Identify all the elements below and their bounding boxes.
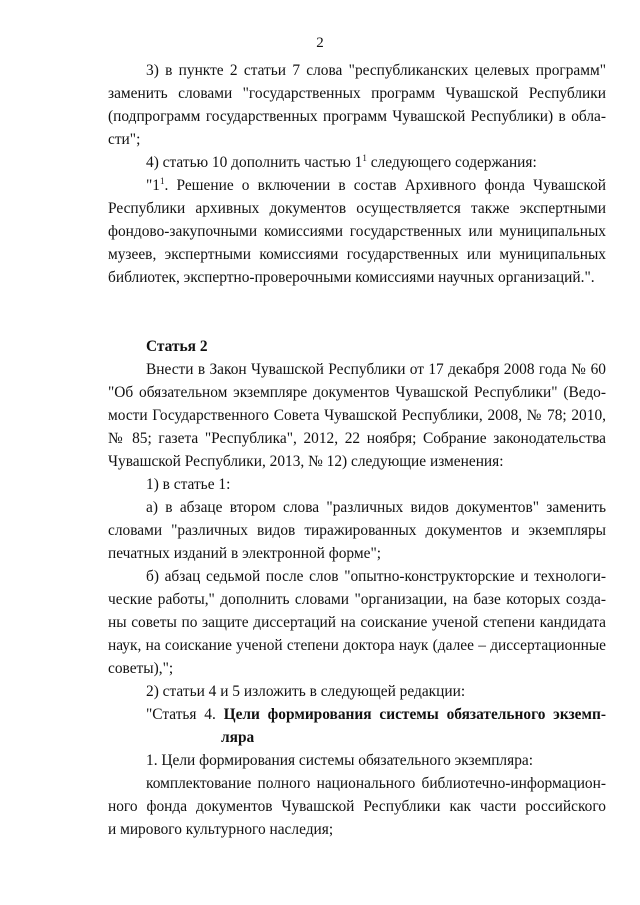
text-line xyxy=(108,174,606,197)
text-line: ного фонда документов Чувашской Республики как части российского xyxy=(108,798,606,815)
spacer xyxy=(108,289,606,335)
text-line: 1) в статье 1: xyxy=(146,476,231,493)
text-line: Чувашской Республики, 2013, № 12) следующие изменения: xyxy=(108,453,504,470)
article-label: "Статья 4. xyxy=(146,706,224,723)
text-line: Республики архивных документов осуществляется также экспертными xyxy=(108,200,606,217)
document-body xyxy=(108,59,606,841)
text-line: мости Государственного Совета Чувашской Республики, 2008, № 78; 2010, xyxy=(108,407,606,424)
text-line: сти"; xyxy=(108,131,141,148)
text-line: ны советы по защите диссертаций на соискание ученой степени кандидата xyxy=(108,614,606,631)
text-line: библиотек, экспертно-проверочными комиссиями научных организаций.". xyxy=(108,269,595,286)
article-title-continuation: ляра xyxy=(221,729,255,746)
text-line: (подпрограмм государственных программ Чувашской Республики) в обла- xyxy=(108,108,606,125)
text-line xyxy=(108,151,606,174)
text-line: "Об обязательном экземпляре документов Чувашской Республики" (Ведо- xyxy=(108,384,606,401)
text-line: комплектование полного национального библиотечно-информацион- xyxy=(146,775,606,792)
text-line: и мирового культурного наследия; xyxy=(108,821,334,838)
article-title-line xyxy=(108,703,606,726)
text-line: наук, на соискание ученой степени доктора наук (далее – диссертационные xyxy=(108,637,606,654)
text-line: Внести в Закон Чувашской Республики от 17 декабря 2008 года № 60 xyxy=(146,361,606,378)
text-line: словами "различных видов тиражированных документов и экземпляры xyxy=(108,522,606,539)
text-fragment: "1 xyxy=(146,177,160,194)
text-fragment: 4) статью 10 дополнить частью 1 xyxy=(146,154,363,171)
page-number: 2 xyxy=(316,35,324,51)
text-line: а) в абзаце втором слова "различных видов документов" заменить xyxy=(146,499,606,516)
superscript: 1 xyxy=(159,176,165,186)
text-line: 3) в пункте 2 статьи 7 слова "республиканских целевых программ" xyxy=(146,62,606,79)
article-heading: Статья 2 xyxy=(146,338,208,355)
text-line: № 85; газета "Республика", 2012, 22 ноября; Собрание законодательства xyxy=(108,430,606,447)
text-line: 1. Цели формирования системы обязательного экземпляра: xyxy=(146,752,533,769)
text-line: заменить словами "государственных программ Чувашской Республики xyxy=(108,85,606,102)
text-line: ческие работы," дополнить словами "организации, на базе которых созда- xyxy=(108,591,606,608)
text-line: фондово-закупочными комиссиями государственных или муниципальных xyxy=(108,223,606,240)
text-line: советы),"; xyxy=(108,660,174,677)
superscript: 1 xyxy=(362,153,367,163)
article-title: Цели формирования системы обязательного экземп- xyxy=(223,706,606,723)
text-line: музеев, экспертными комиссиями государственных или муниципальных xyxy=(108,246,606,263)
text-line: печатных изданий в электронной форме"; xyxy=(108,545,382,562)
text-line: 2) статьи 4 и 5 изложить в следующей редакции: xyxy=(146,683,466,700)
text-fragment: следующего содержания: xyxy=(366,154,537,171)
text-fragment: . Решение о включении в состав Архивного фонда Чувашской xyxy=(164,177,606,194)
text-line: б) абзац седьмой после слов "опытно-конструкторские и технологи- xyxy=(146,568,606,585)
